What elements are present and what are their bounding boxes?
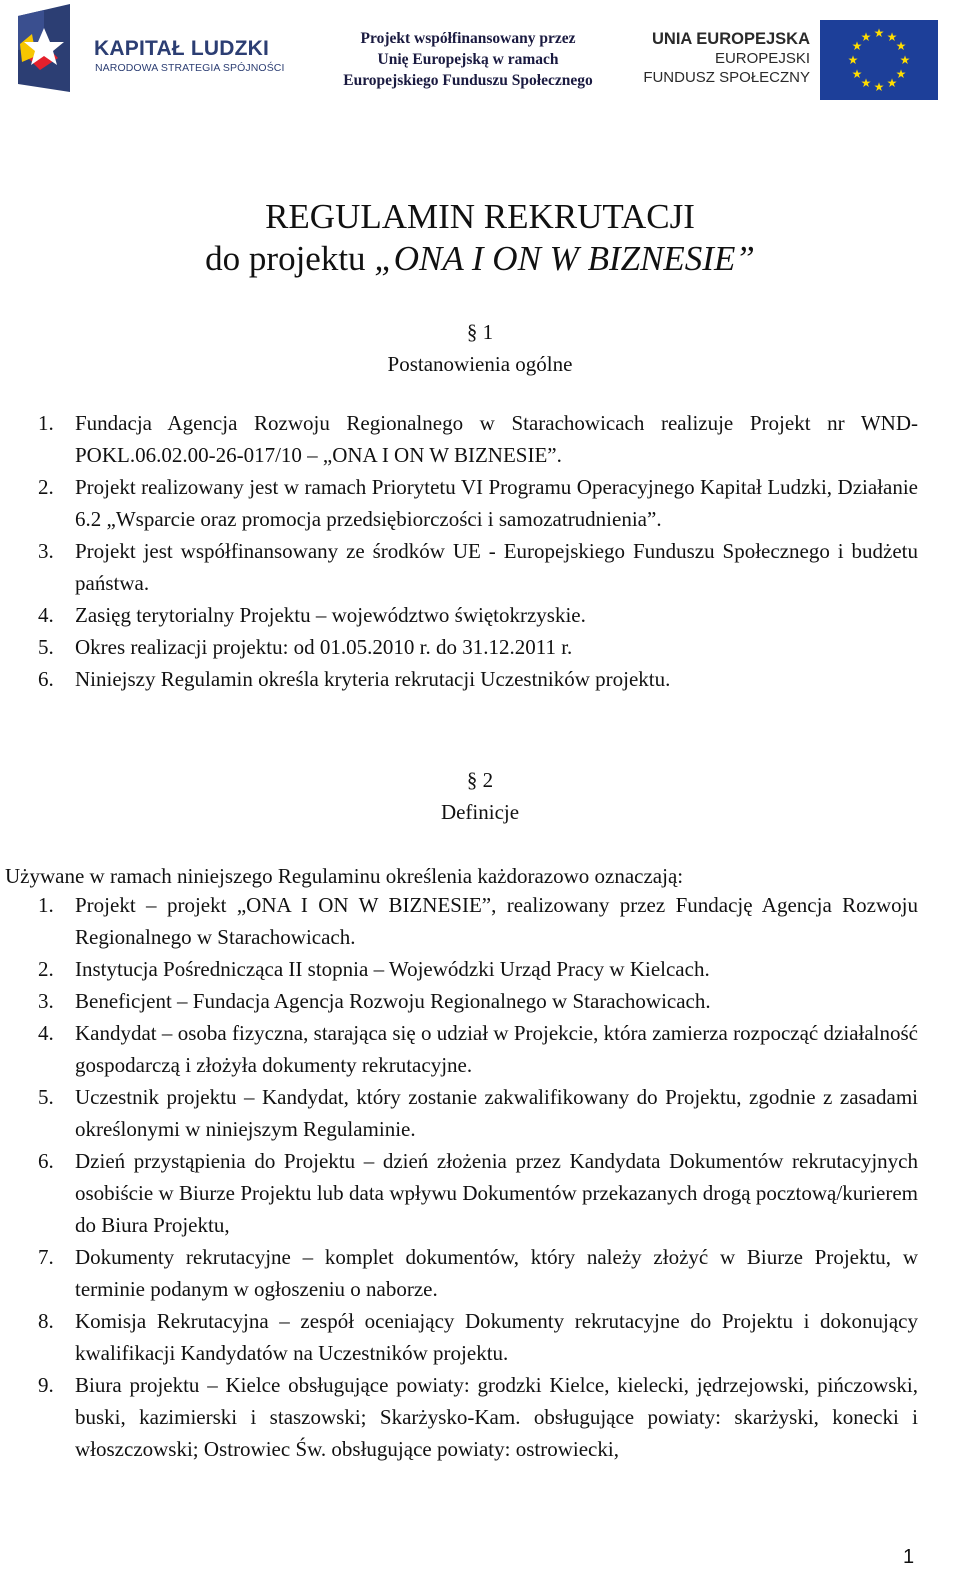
cofinancing-line: Europejskiego Funduszu Społecznego <box>343 72 593 89</box>
document-title <box>0 196 960 280</box>
svg-text:★: ★ <box>873 80 885 94</box>
list-item <box>0 985 960 1017</box>
section-title: Definicje <box>440 800 520 824</box>
list-item <box>0 471 960 535</box>
item-number: 5. <box>38 635 54 659</box>
list-item <box>0 1305 960 1369</box>
item-text: Biura projektu – Kielce obsługujące powiaty: grodzki Kielce, kielecki, jędrzejowski, pińczowski, buski, kazimierski i staszowski; Skarżysko-Kam. obsługujące powiaty: skarżyski, konecki i włoszczowski; Ostrowiec Św. obsługujące powiaty: ostrowiecki, <box>75 1373 918 1461</box>
kapital-ludzki-logo <box>14 4 304 96</box>
list-item <box>0 1145 960 1241</box>
project-name: „ONA I ON W BIZNESIE” <box>374 239 755 278</box>
svg-text:★: ★ <box>860 76 872 90</box>
svg-text:★: ★ <box>886 76 898 90</box>
cofinancing-line: Unię Europejską w ramach <box>377 51 559 68</box>
section-number: § 1 <box>466 320 494 344</box>
list-item <box>0 1081 960 1145</box>
item-number: 7. <box>38 1245 54 1269</box>
item-number: 4. <box>38 1021 54 1045</box>
item-text: Projekt realizowany jest w ramach Priorytetu VI Programu Operacyjnego Kapitał Ludzki, Działanie 6.2 „Wsparcie oraz promocja przedsiębiorczości i samozatrudnienia”. <box>75 475 918 531</box>
item-number: 2. <box>38 957 54 981</box>
item-number: 8. <box>38 1309 54 1333</box>
item-text: Dokumenty rekrutacyjne – komplet dokumentów, który należy złożyć w Biurze Projektu, w terminie podanym w ogłoszeniu o naborze. <box>75 1245 918 1301</box>
item-text: Dzień przystąpienia do Projektu – dzień złożenia przez Kandydata Dokumentów rekrutacyjnych osobiście w Biurze Projektu lub data wpływu Dokumentów przekazanych drogą pocztową/kurierem do Biura Projektu, <box>75 1149 918 1237</box>
item-text: Zasięg terytorialny Projektu – województwo świętokrzyskie. <box>75 603 586 627</box>
definitions-intro: Używane w ramach niniejszego Regulaminu określenia każdorazowo oznaczają: <box>5 864 684 888</box>
list-item <box>0 407 960 471</box>
eu-flag-icon <box>820 20 938 100</box>
title-prefix: do projektu <box>205 239 375 278</box>
list-item <box>0 1017 960 1081</box>
item-text: Uczestnik projektu – Kandydat, który zostanie zakwalifikowany do Projektu, zgodnie z zasadami określonymi w niniejszym Regulaminie. <box>75 1085 918 1141</box>
list-item <box>0 535 960 599</box>
svg-text:★: ★ <box>851 67 863 81</box>
cofinancing-note <box>318 28 618 91</box>
general-provisions-list <box>0 407 960 695</box>
section-2-heading <box>0 764 960 828</box>
item-number: 4. <box>38 603 54 627</box>
item-text: Komisja Rekrutacyjna – zespół oceniający Dokumenty rekrutacyjne do Projektu i dokonujący kwalifikacji Kandydatów na Uczestników projektu. <box>75 1309 918 1365</box>
list-item <box>0 953 960 985</box>
item-text: Niniejszy Regulamin określa kryteria rekrutacji Uczestników projektu. <box>75 667 671 691</box>
item-number: 6. <box>38 1149 54 1173</box>
section-1-heading <box>0 316 960 380</box>
svg-text:★: ★ <box>851 39 863 53</box>
kapital-ludzki-subtitle: NARODOWA STRATEGIA SPÓJNOŚCI <box>95 62 285 74</box>
list-item <box>0 599 960 631</box>
list-item <box>0 889 960 953</box>
eu-fund-label <box>640 30 810 87</box>
svg-text:★: ★ <box>860 30 872 44</box>
item-number: 3. <box>38 539 54 563</box>
svg-text:★: ★ <box>899 53 911 67</box>
kapital-ludzki-flag-icon <box>14 4 74 96</box>
item-text: Projekt – projekt „ONA I ON W BIZNESIE”, realizowany przez Fundację Agencja Rozwoju Regionalnego w Starachowicach. <box>75 893 918 949</box>
item-number: 9. <box>38 1373 54 1397</box>
page-number: 1 <box>903 1546 915 1568</box>
page-header <box>0 0 960 110</box>
item-text: Fundacja Agencja Rozwoju Regionalnego w Starachowicach realizuje Projekt nr WND-POKL.06.02.00-26-017/10 – „ONA I ON W BIZNESIE”. <box>75 411 918 467</box>
item-number: 1. <box>38 411 54 435</box>
item-number: 1. <box>38 893 54 917</box>
section-title: Postanowienia ogólne <box>387 352 573 376</box>
svg-text:★: ★ <box>873 26 885 40</box>
svg-text:★: ★ <box>886 30 898 44</box>
item-number: 6. <box>38 667 54 691</box>
cofinancing-line: Projekt współfinansowany przez <box>360 30 576 47</box>
definitions-list <box>0 889 960 1465</box>
svg-text:★: ★ <box>847 53 859 67</box>
section-number: § 2 <box>466 768 494 792</box>
list-item <box>0 1241 960 1305</box>
item-number: 5. <box>38 1085 54 1109</box>
item-text: Beneficjent – Fundacja Agencja Rozwoju Regionalnego w Starachowicach. <box>75 989 711 1013</box>
item-text: Instytucja Pośrednicząca II stopnia – Wojewódzki Urząd Pracy w Kielcach. <box>75 957 710 981</box>
item-number: 3. <box>38 989 54 1013</box>
eu-label-line: FUNDUSZ SPOŁECZNY <box>643 69 810 86</box>
title-line-1: REGULAMIN REKRUTACJI <box>265 197 695 236</box>
kapital-ludzki-title: KAPITAŁ LUDZKI <box>94 37 270 60</box>
title-line-2 <box>0 238 960 280</box>
item-number: 2. <box>38 475 54 499</box>
item-text: Projekt jest współfinansowany ze środków UE - Europejskiego Funduszu Społecznego i budżetu państwa. <box>75 539 918 595</box>
eu-label-line: EUROPEJSKI <box>714 50 810 67</box>
list-item <box>0 631 960 663</box>
eu-label-line: UNIA EUROPEJSKA <box>652 30 810 48</box>
svg-text:★: ★ <box>895 67 907 81</box>
item-text: Kandydat – osoba fizyczna, starająca się o udział w Projekcie, która zamierza rozpocząć działalność gospodarczą i złożyła dokumenty rekrutacyjne. <box>75 1021 918 1077</box>
svg-text:★: ★ <box>895 39 907 53</box>
list-item <box>0 1369 960 1465</box>
list-item <box>0 663 960 695</box>
item-text: Okres realizacji projektu: od 01.05.2010 r. do 31.12.2011 r. <box>75 635 573 659</box>
